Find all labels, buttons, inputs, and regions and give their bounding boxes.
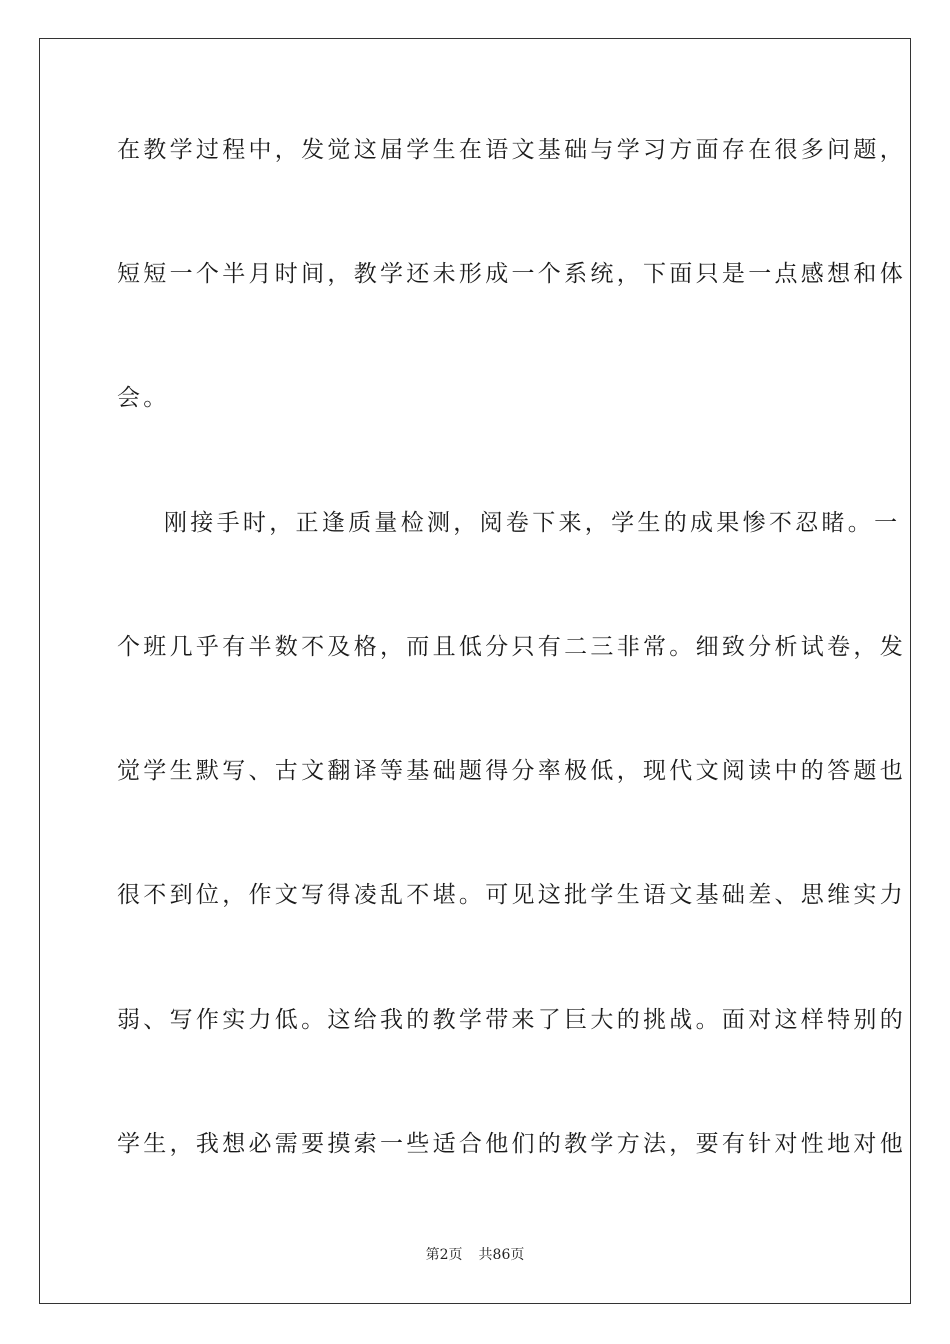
page-footer [0,1245,950,1265]
page-number: 第2页 [425,1247,463,1263]
text-line-7: 很不到位，作文写得凌乱不堪。可见这批学生语文基础差、思维实力 [117,882,906,908]
text-line-5: 个班几乎有半数不及格，而且低分只有二三非常。细致分析试卷，发 [117,634,906,660]
text-line-8: 弱、写作实力低。这给我的教学带来了巨大的挑战。面对这样特别的 [117,1007,906,1033]
page-total: 共86页 [478,1247,525,1263]
text-line-3: 会。 [117,385,170,411]
text-line-2: 短短一个半月时间，教学还未形成一个系统，下面只是一点感想和体 [117,261,906,287]
text-line-9: 学生，我想必需要摸索一些适合他们的教学方法，要有针对性地对他 [117,1131,906,1157]
text-line-6: 觉学生默写、古文翻译等基础题得分率极低，现代文阅读中的答题也 [117,758,906,784]
text-line-1: 在教学过程中，发觉这届学生在语文基础与学习方面存在很多问题， [117,137,906,163]
text-line-4-paragraph-start: 刚接手时，正逢质量检测，阅卷下来，学生的成果惨不忍睹。一 [164,510,901,536]
page-border [39,38,911,1304]
